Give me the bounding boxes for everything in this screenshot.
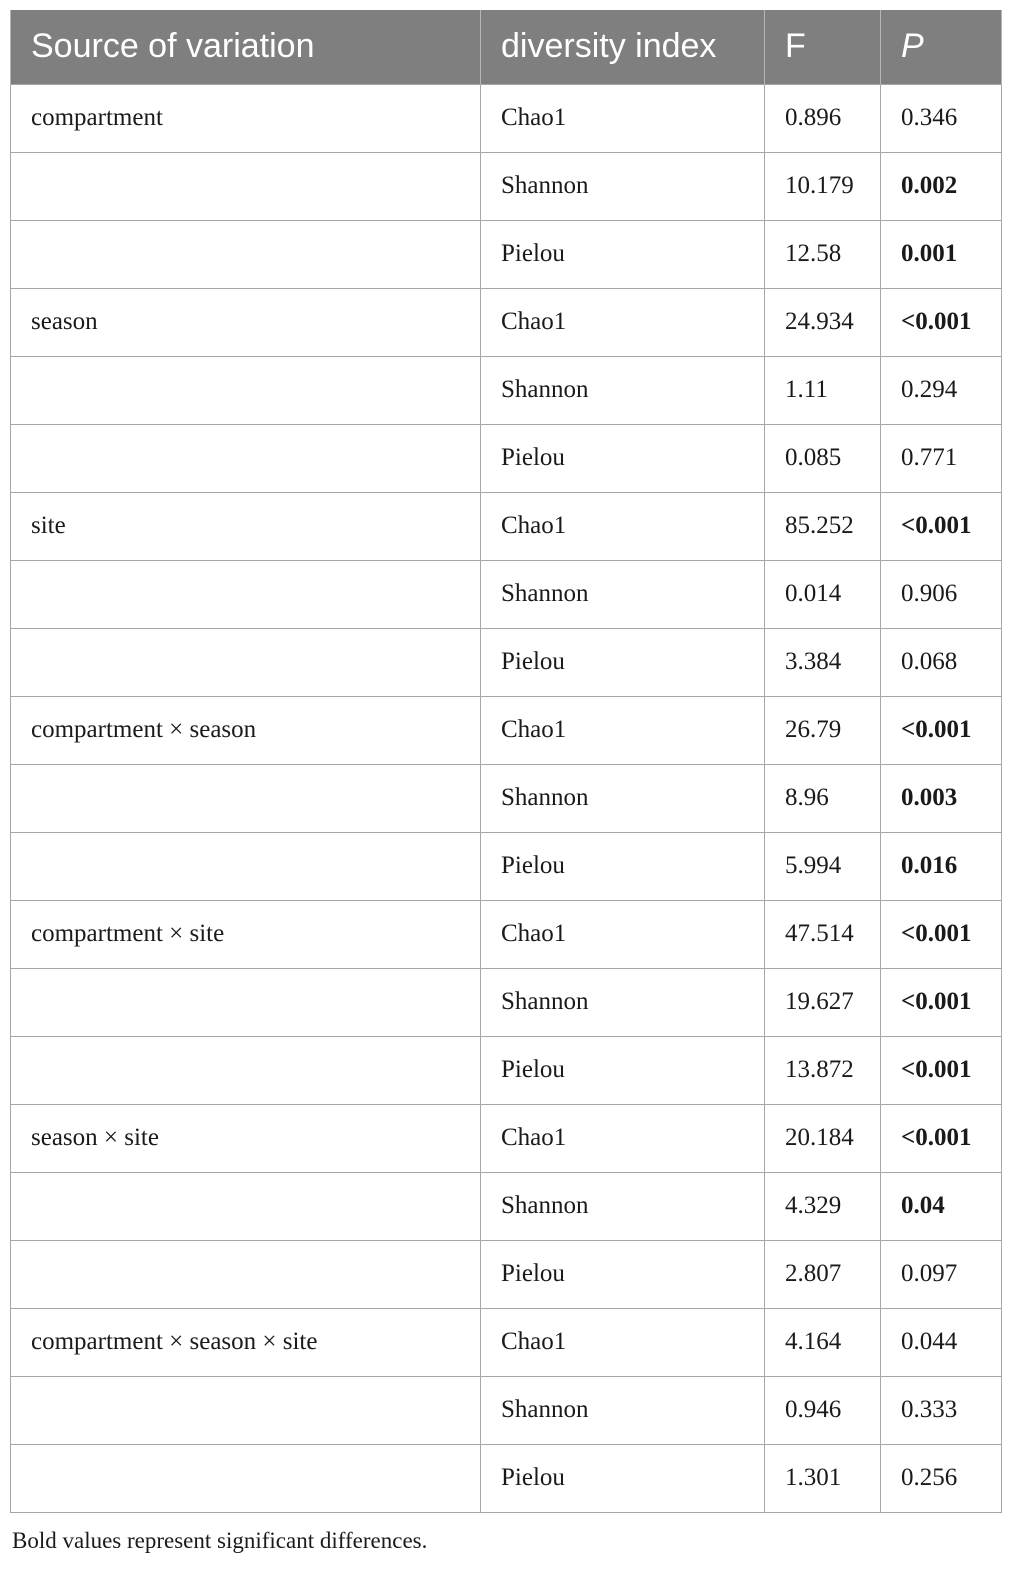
- cell-diversity-index: Chao1: [481, 900, 765, 968]
- cell-diversity-index: Shannon: [481, 356, 765, 424]
- cell-f-value: 8.96: [765, 764, 881, 832]
- cell-source-of-variation: [11, 1240, 481, 1308]
- cell-p-value: <0.001: [881, 900, 1002, 968]
- cell-p-value: 0.068: [881, 628, 1002, 696]
- cell-source-of-variation: season × site: [11, 1104, 481, 1172]
- cell-f-value: 47.514: [765, 900, 881, 968]
- table-header: [11, 10, 1002, 84]
- table-row: [11, 628, 1002, 696]
- cell-f-value: 12.58: [765, 220, 881, 288]
- cell-f-value: 5.994: [765, 832, 881, 900]
- cell-p-value: 0.906: [881, 560, 1002, 628]
- table-row: [11, 356, 1002, 424]
- cell-diversity-index: Pielou: [481, 1444, 765, 1512]
- cell-source-of-variation: [11, 1444, 481, 1512]
- cell-diversity-index: Shannon: [481, 152, 765, 220]
- cell-diversity-index: Pielou: [481, 1240, 765, 1308]
- table-row: [11, 1444, 1002, 1512]
- cell-diversity-index: Shannon: [481, 1376, 765, 1444]
- table-row: [11, 764, 1002, 832]
- table-row: [11, 1104, 1002, 1172]
- cell-p-value: 0.04: [881, 1172, 1002, 1240]
- cell-f-value: 1.301: [765, 1444, 881, 1512]
- cell-p-value: <0.001: [881, 1036, 1002, 1104]
- table-row: [11, 220, 1002, 288]
- table-row: [11, 968, 1002, 1036]
- table-body: [11, 84, 1002, 1512]
- cell-diversity-index: Chao1: [481, 1308, 765, 1376]
- cell-diversity-index: Chao1: [481, 84, 765, 152]
- cell-p-value: <0.001: [881, 696, 1002, 764]
- cell-diversity-index: Shannon: [481, 764, 765, 832]
- table-row: [11, 1376, 1002, 1444]
- cell-p-value: 0.016: [881, 832, 1002, 900]
- cell-f-value: 4.164: [765, 1308, 881, 1376]
- table-row: [11, 696, 1002, 764]
- table-footnote: Bold values represent significant differences.: [12, 1528, 428, 1553]
- cell-f-value: 0.014: [765, 560, 881, 628]
- table-row: [11, 424, 1002, 492]
- cell-f-value: 2.807: [765, 1240, 881, 1308]
- cell-diversity-index: Pielou: [481, 424, 765, 492]
- header-source-of-variation: Source of variation: [11, 10, 481, 84]
- cell-p-value: 0.333: [881, 1376, 1002, 1444]
- table-row: [11, 832, 1002, 900]
- cell-source-of-variation: [11, 424, 481, 492]
- cell-source-of-variation: [11, 628, 481, 696]
- cell-p-value: 0.097: [881, 1240, 1002, 1308]
- cell-source-of-variation: [11, 1036, 481, 1104]
- cell-source-of-variation: site: [11, 492, 481, 560]
- cell-p-value: <0.001: [881, 1104, 1002, 1172]
- cell-diversity-index: Chao1: [481, 288, 765, 356]
- cell-p-value: 0.003: [881, 764, 1002, 832]
- cell-p-value: <0.001: [881, 288, 1002, 356]
- cell-f-value: 26.79: [765, 696, 881, 764]
- cell-p-value: 0.001: [881, 220, 1002, 288]
- cell-f-value: 0.085: [765, 424, 881, 492]
- cell-f-value: 85.252: [765, 492, 881, 560]
- cell-f-value: 13.872: [765, 1036, 881, 1104]
- cell-source-of-variation: [11, 560, 481, 628]
- anova-table-container: [10, 10, 1001, 1513]
- table-row: [11, 492, 1002, 560]
- cell-f-value: 19.627: [765, 968, 881, 1036]
- cell-p-value: <0.001: [881, 968, 1002, 1036]
- cell-source-of-variation: [11, 832, 481, 900]
- table-row: [11, 1240, 1002, 1308]
- cell-p-value: <0.001: [881, 492, 1002, 560]
- header-p: P: [881, 10, 1002, 84]
- cell-f-value: 3.384: [765, 628, 881, 696]
- cell-source-of-variation: [11, 220, 481, 288]
- cell-p-value: 0.346: [881, 84, 1002, 152]
- cell-source-of-variation: [11, 1376, 481, 1444]
- cell-source-of-variation: season: [11, 288, 481, 356]
- cell-f-value: 4.329: [765, 1172, 881, 1240]
- cell-diversity-index: Chao1: [481, 1104, 765, 1172]
- cell-source-of-variation: compartment × site: [11, 900, 481, 968]
- cell-source-of-variation: compartment × season × site: [11, 1308, 481, 1376]
- table-row: [11, 288, 1002, 356]
- table-row: [11, 1172, 1002, 1240]
- cell-diversity-index: Chao1: [481, 492, 765, 560]
- cell-p-value: 0.256: [881, 1444, 1002, 1512]
- cell-diversity-index: Shannon: [481, 1172, 765, 1240]
- cell-diversity-index: Chao1: [481, 696, 765, 764]
- cell-source-of-variation: [11, 152, 481, 220]
- cell-f-value: 20.184: [765, 1104, 881, 1172]
- header-row: [11, 10, 1002, 84]
- table-row: [11, 900, 1002, 968]
- cell-f-value: 0.896: [765, 84, 881, 152]
- table-row: [11, 84, 1002, 152]
- anova-table: [10, 10, 1002, 1513]
- cell-source-of-variation: [11, 356, 481, 424]
- cell-p-value: 0.002: [881, 152, 1002, 220]
- cell-p-value: 0.044: [881, 1308, 1002, 1376]
- header-diversity-index: diversity index: [481, 10, 765, 84]
- cell-diversity-index: Shannon: [481, 560, 765, 628]
- cell-f-value: 0.946: [765, 1376, 881, 1444]
- table-row: [11, 560, 1002, 628]
- cell-p-value: 0.771: [881, 424, 1002, 492]
- cell-diversity-index: Pielou: [481, 832, 765, 900]
- cell-diversity-index: Shannon: [481, 968, 765, 1036]
- cell-f-value: 24.934: [765, 288, 881, 356]
- cell-source-of-variation: [11, 1172, 481, 1240]
- cell-f-value: 10.179: [765, 152, 881, 220]
- cell-source-of-variation: compartment × season: [11, 696, 481, 764]
- cell-source-of-variation: compartment: [11, 84, 481, 152]
- cell-f-value: 1.11: [765, 356, 881, 424]
- table-row: [11, 1036, 1002, 1104]
- table-row: [11, 1308, 1002, 1376]
- table-row: [11, 152, 1002, 220]
- cell-diversity-index: Pielou: [481, 628, 765, 696]
- cell-source-of-variation: [11, 764, 481, 832]
- cell-diversity-index: Pielou: [481, 220, 765, 288]
- cell-p-value: 0.294: [881, 356, 1002, 424]
- cell-source-of-variation: [11, 968, 481, 1036]
- cell-diversity-index: Pielou: [481, 1036, 765, 1104]
- header-f: F: [765, 10, 881, 84]
